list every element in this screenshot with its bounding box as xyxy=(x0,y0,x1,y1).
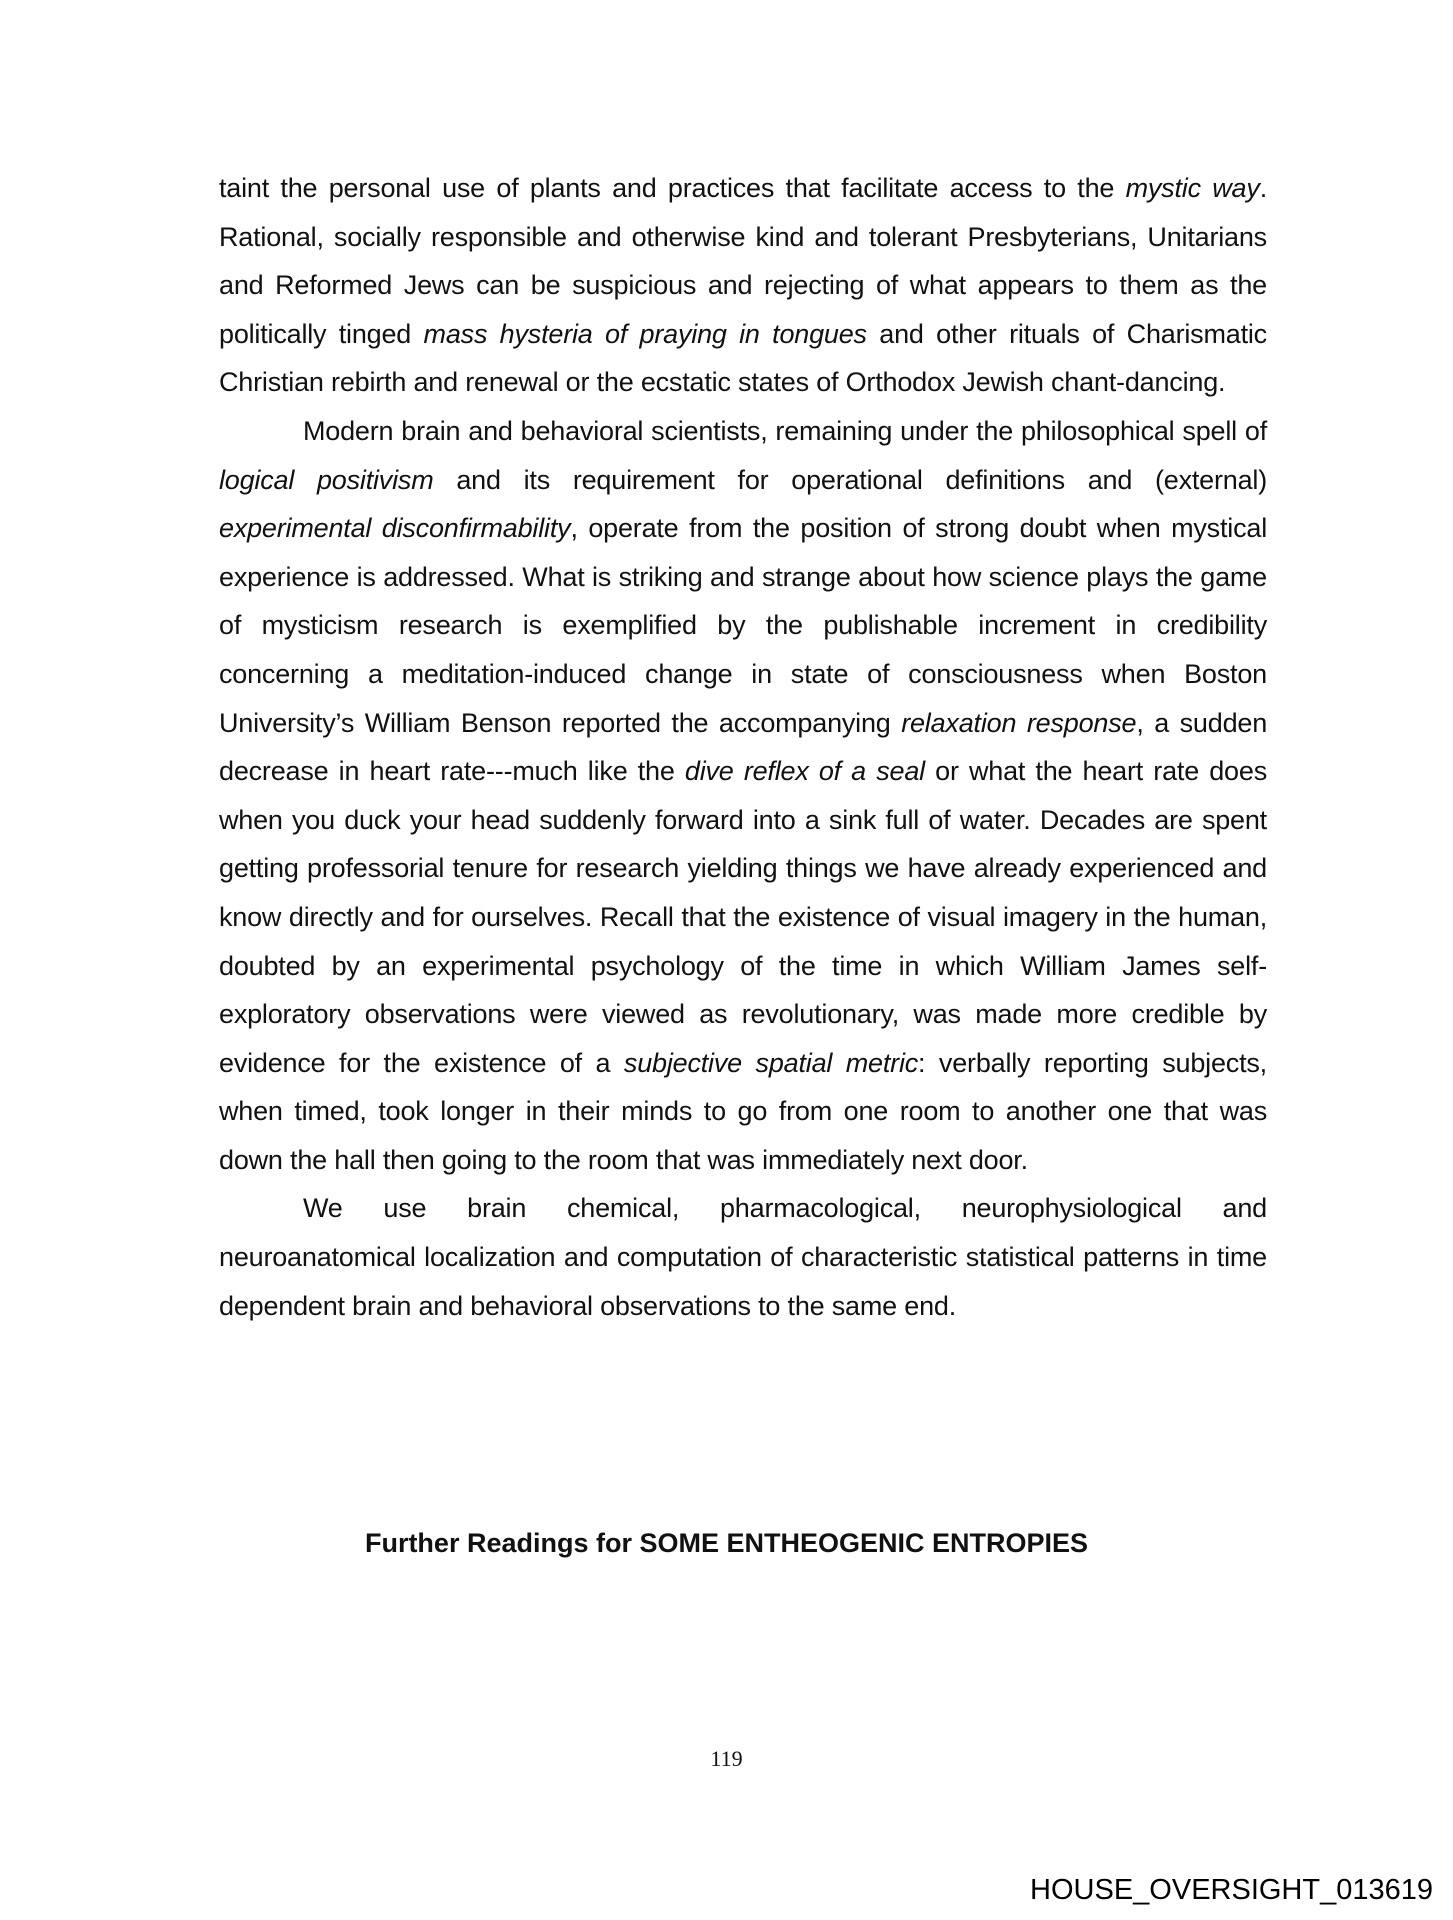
text-run: and other rituals of Charismatic Christian rebirth and renewal or the ecstatic states of Orthodox Jewish chant-dancing. xyxy=(219,318,1267,398)
italic-phrase: experimental disconfirmability xyxy=(219,513,571,544)
text-run: taint the personal use of plants and practices that facilitate access to the xyxy=(219,173,1126,203)
section-heading: Further Readings for SOME ENTHEOGENIC ENTROPIES xyxy=(364,1528,1089,1558)
text-run: and its requirement for operational definitions and (external) xyxy=(433,464,1268,495)
italic-phrase: mass hysteria of praying in tongues xyxy=(423,318,867,349)
text-run: or what the heart rate does when you duck your head suddenly forward into a sink full of water. Decades are spent getting professorial tenure for research yielding things we have already experienced and know directly and for ourselves. Recall that the existence of visual imagery in the human, doubted by an experimental psychology of the time in which William James self-exploratory observations were viewed as revolutionary, was made more credible by evidence for the existence of a xyxy=(219,756,1267,1078)
italic-phrase: subjective spatial metric xyxy=(623,1047,919,1078)
paragraph xyxy=(219,1184,1267,1330)
body-text xyxy=(219,164,1267,1330)
text-run: : verbally reporting subjects, when timed, took longer in their minds to go from one room to another one that was down the hall then going to the room that was immediately next door. xyxy=(219,1047,1267,1175)
paragraph xyxy=(219,407,1267,1185)
page-number: 119 xyxy=(710,1746,743,1771)
paragraph xyxy=(219,164,1267,407)
italic-phrase: logical positivism xyxy=(219,464,434,495)
italic-phrase: mystic way xyxy=(1125,173,1260,203)
italic-phrase: dive reflex of a seal xyxy=(684,756,925,787)
italic-phrase: relaxation response xyxy=(901,707,1137,738)
text-run: . Rational, socially responsible and otherwise kind and tolerant Presbyterians, Unitarians and Reformed Jews can be suspicious and rejecting of what appears to them as the politically tinged xyxy=(219,173,1267,349)
text-run: Modern brain and behavioral scientists, remaining under the philosophical spell of xyxy=(303,415,1267,446)
text-run: , a sudden decrease in heart rate---much like the xyxy=(219,707,1268,787)
document-id: HOUSE_OVERSIGHT_013619 xyxy=(1030,1874,1433,1906)
text-run: , operate from the position of strong doubt when mystical experience is addressed. What is striking and strange about how science plays the game of mysticism research is exemplified by the publishable increment in credibility concerning a meditation-induced change in state of consciousness when Boston University’s William Benson reported the accompanying xyxy=(219,513,1268,738)
text-run: We use brain chemical, pharmacological, neurophysiological and neuroanatomical localization and computation of characteristic statistical patterns in time dependent brain and behavioral observations to the same end. xyxy=(219,1193,1267,1321)
